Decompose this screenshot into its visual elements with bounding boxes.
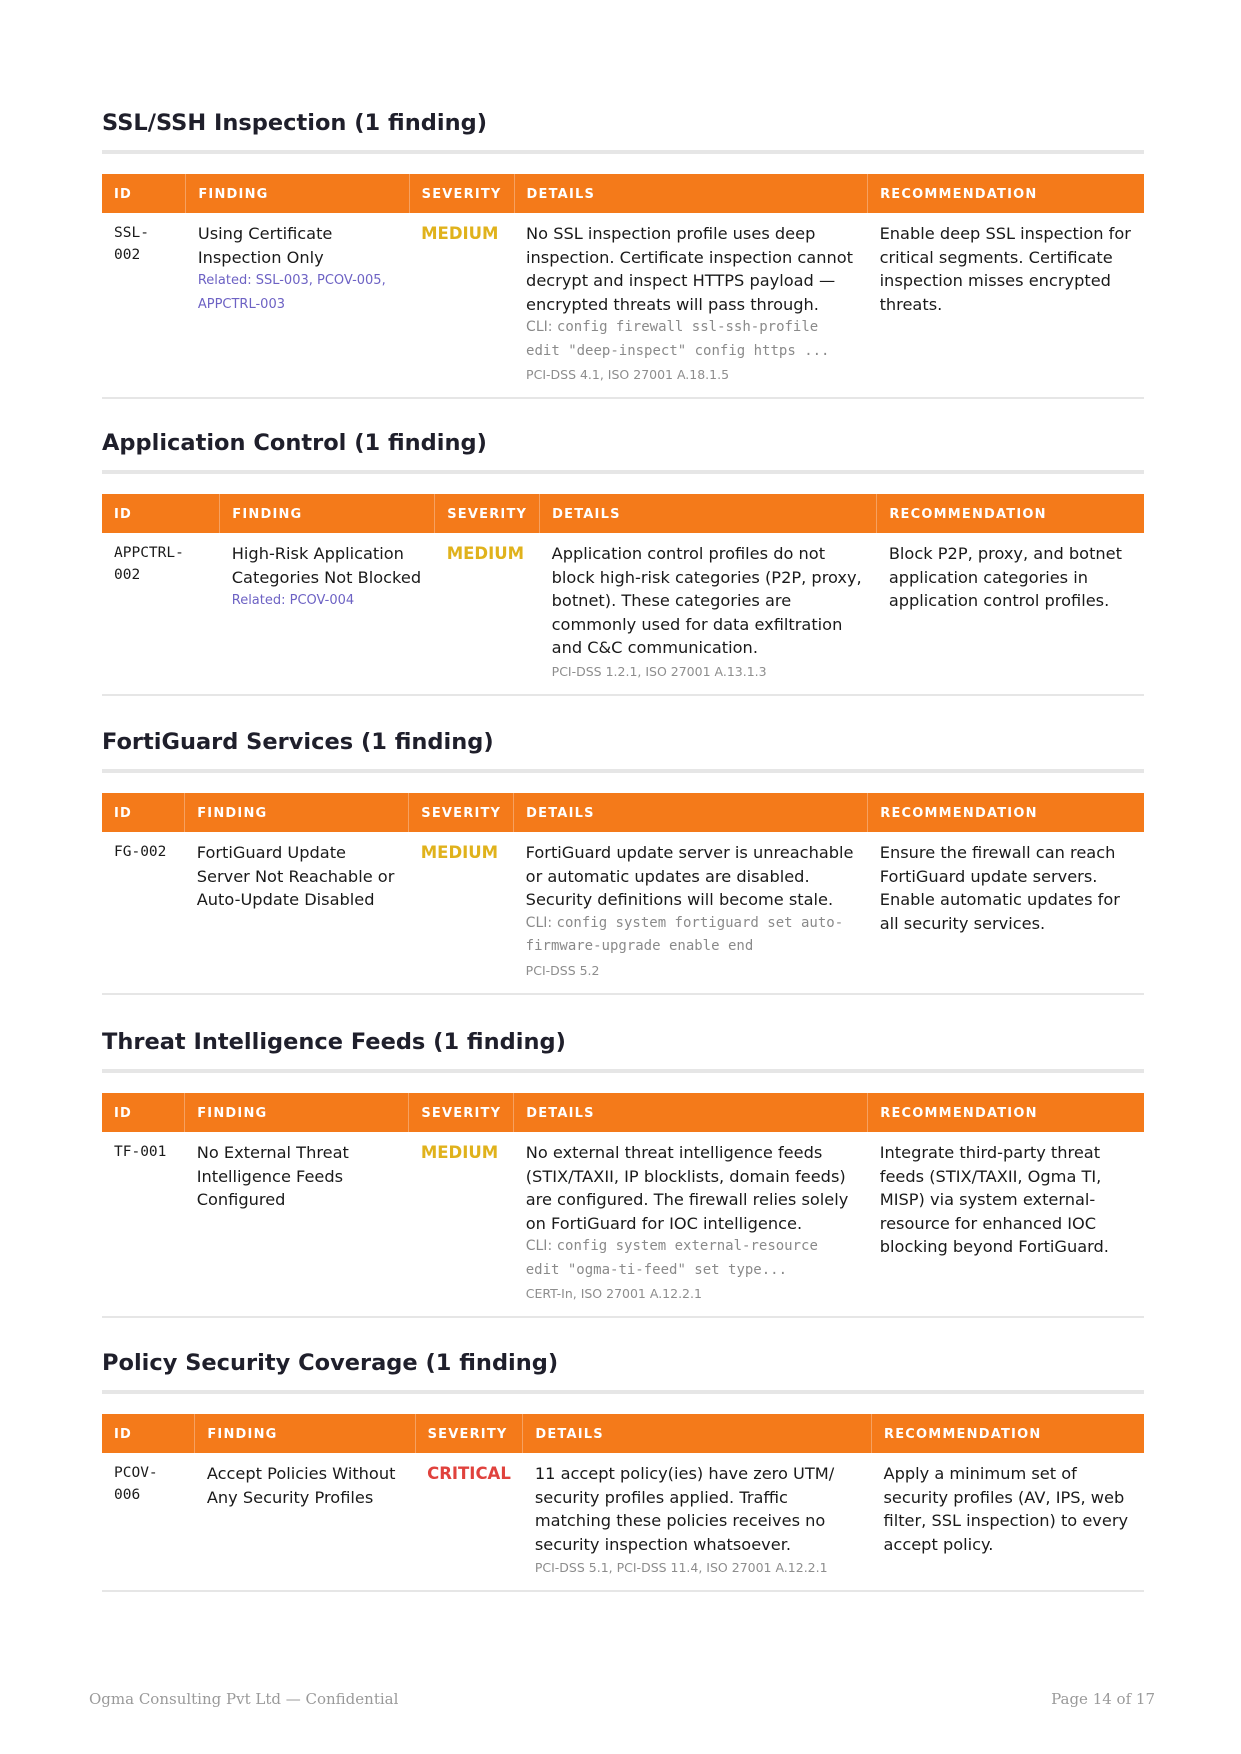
cli-text: config system external-resource edit "ogma-ti-feed" set type...: [525, 1238, 818, 1278]
cli-label: CLI:: [525, 914, 557, 931]
col-id-header: ID: [114, 1105, 133, 1121]
section-title: SSL/SSH Inspection (1 finding): [102, 110, 1144, 154]
col-id-header: ID: [114, 1426, 133, 1442]
cli-text: config system fortiguard set auto-firmware-upgrade enable end: [525, 914, 844, 954]
finding-cell: [186, 213, 409, 398]
col-finding-header: FINDING: [220, 494, 435, 533]
related-findings: Related: PCOV-004: [231, 593, 355, 608]
col-id-header: ID: [114, 506, 133, 522]
col-details-header: DETAILS: [523, 1414, 872, 1453]
col-details-header: DETAILS: [514, 174, 868, 213]
footer-confidential: Ogma Consulting Pvt Ltd — Confidential: [89, 1690, 399, 1708]
cli-command: [526, 912, 856, 959]
col-id-header: ID: [114, 805, 133, 821]
finding-title: High-Risk Application Categories Not Blocked: [231, 544, 422, 587]
table-row: [102, 1132, 1144, 1317]
page-footer: [89, 1690, 1155, 1708]
recommendation-cell: Ensure the firewall can reach FortiGuard update servers. Enable automatic updates for all security services.: [879, 843, 1120, 933]
details-cell: [514, 1132, 868, 1317]
table-header-row: [102, 174, 1144, 213]
recommendation-cell: Enable deep SSL inspection for critical segments. Certificate inspection misses encrypted threats.: [879, 224, 1131, 314]
findings-table: [102, 1093, 1144, 1318]
severity-cell: [415, 1453, 523, 1591]
details-text: Application control profiles do not block high-risk categories (P2P, proxy, botnet). These categories are commonly used for data exfiltration and C&C communication.: [551, 544, 862, 657]
col-recommendation-header: RECOMMENDATION: [868, 1093, 1144, 1132]
table-header-row: [102, 1093, 1144, 1132]
finding-cell: [185, 1132, 409, 1317]
severity-badge: MEDIUM: [446, 544, 525, 563]
findings-table: [102, 1414, 1144, 1592]
col-finding-header: FINDING: [185, 793, 409, 832]
recommendation-cell: Integrate third-party threat feeds (STIX/TAXII, Ogma TI, MISP) via system external-resource for enhanced IOC blocking beyond FortiGuard.: [879, 1143, 1109, 1256]
section-fortiguard-services: [102, 729, 1144, 995]
table-header-row: [102, 793, 1144, 832]
finding-id: FG-002: [114, 844, 167, 860]
table-row: [102, 533, 1144, 695]
col-severity-header: SEVERITY: [415, 1414, 523, 1453]
severity-cell: [409, 1132, 514, 1317]
details-text: No external threat intelligence feeds (STIX/TAXII, IP blocklists, domain feeds) are configured. The firewall relies solely on FortiGuard for IOC intelligence.: [525, 1143, 849, 1233]
details-text: No SSL inspection profile uses deep inspection. Certificate inspection cannot decrypt and inspect HTTPS payload — encrypted threats will pass through.: [526, 224, 853, 314]
col-details-header: DETAILS: [514, 1093, 868, 1132]
recommendation-cell: Block P2P, proxy, and botnet application categories in application control profiles.: [888, 544, 1122, 610]
finding-id: TF-001: [114, 1144, 167, 1160]
details-text: FortiGuard update server is unreachable or automatic updates are disabled. Security definitions will become stale.: [525, 843, 854, 909]
severity-cell: [409, 213, 514, 398]
severity-badge: MEDIUM: [421, 224, 499, 243]
cli-text: config firewall ssl-ssh-profile edit "deep-inspect" config https ...: [526, 319, 830, 359]
section-title: Threat Intelligence Feeds (1 finding): [102, 1029, 1144, 1073]
section-policy-security-coverage: [102, 1350, 1144, 1592]
col-recommendation-header: RECOMMENDATION: [872, 1414, 1145, 1453]
severity-badge: MEDIUM: [420, 843, 499, 862]
section-application-control: [102, 430, 1144, 696]
col-severity-header: SEVERITY: [409, 174, 514, 213]
section-title: Policy Security Coverage (1 finding): [102, 1350, 1144, 1394]
findings-table: [102, 793, 1144, 995]
finding-cell: [195, 1453, 415, 1591]
table-row: [102, 832, 1144, 994]
compliance-refs: PCI-DSS 5.2: [525, 962, 600, 978]
details-cell: [523, 1453, 872, 1591]
finding-title: Using Certificate Inspection Only: [197, 224, 333, 267]
table-header-row: [102, 1414, 1144, 1453]
compliance-refs: PCI-DSS 4.1, ISO 27001 A.18.1.5: [526, 367, 730, 382]
severity-badge: CRITICAL: [427, 1464, 511, 1483]
section-ssl-ssh: [102, 110, 1144, 399]
compliance-refs: PCI-DSS 5.1, PCI-DSS 11.4, ISO 27001 A.12.2.1: [534, 1560, 828, 1575]
findings-table: [102, 174, 1144, 399]
cli-command: [526, 1235, 856, 1282]
col-finding-header: FINDING: [185, 1093, 409, 1132]
finding-title: Accept Policies Without Any Security Profiles: [206, 1464, 396, 1507]
section-title: FortiGuard Services (1 finding): [102, 729, 1144, 773]
table-header-row: [102, 494, 1144, 533]
related-findings: Related: SSL-003, PCOV-005, APPCTRL-003: [197, 273, 386, 312]
details-cell: [514, 213, 868, 398]
col-id-header: ID: [114, 186, 133, 202]
findings-table: [102, 494, 1144, 696]
details-cell: [540, 533, 877, 695]
col-recommendation-header: RECOMMENDATION: [868, 174, 1144, 213]
col-recommendation-header: RECOMMENDATION: [868, 793, 1144, 832]
col-finding-header: FINDING: [195, 1414, 415, 1453]
severity-cell: [409, 832, 514, 994]
col-severity-header: SEVERITY: [435, 494, 540, 533]
page-number: Page 14 of 17: [1051, 1690, 1155, 1708]
recommendation-cell: Apply a minimum set of security profiles (AV, IPS, web filter, SSL inspection) to every accept policy.: [883, 1464, 1129, 1554]
finding-id: APPCTRL-002: [114, 545, 184, 583]
col-severity-header: SEVERITY: [409, 1093, 514, 1132]
finding-cell: [185, 832, 409, 994]
section-title: Application Control (1 finding): [102, 430, 1144, 474]
col-details-header: DETAILS: [540, 494, 877, 533]
finding-id: SSL-002: [114, 225, 149, 263]
col-severity-header: SEVERITY: [409, 793, 514, 832]
col-recommendation-header: RECOMMENDATION: [877, 494, 1144, 533]
severity-cell: [435, 533, 540, 695]
compliance-refs: PCI-DSS 1.2.1, ISO 27001 A.13.1.3: [551, 663, 767, 679]
details-cell: [514, 832, 868, 994]
cli-command: [526, 316, 856, 363]
col-details-header: DETAILS: [514, 793, 868, 832]
cli-label: CLI:: [526, 319, 557, 335]
table-row: [102, 1453, 1144, 1591]
compliance-refs: CERT-In, ISO 27001 A.12.2.1: [525, 1286, 702, 1301]
severity-badge: MEDIUM: [420, 1143, 499, 1162]
finding-cell: [220, 533, 435, 695]
finding-id: PCOV-006: [114, 1465, 158, 1503]
finding-title: No External Threat Intelligence Feeds Configured: [196, 1143, 349, 1209]
section-threat-intelligence: [102, 1029, 1144, 1318]
table-row: [102, 213, 1144, 398]
details-text: 11 accept policy(ies) have zero UTM/ security profiles applied. Traffic matching these policies receives no security inspection whatsoever.: [534, 1464, 835, 1554]
finding-title: FortiGuard Update Server Not Reachable or Auto-Update Disabled: [196, 843, 395, 909]
cli-label: CLI:: [525, 1238, 557, 1254]
col-finding-header: FINDING: [186, 174, 409, 213]
